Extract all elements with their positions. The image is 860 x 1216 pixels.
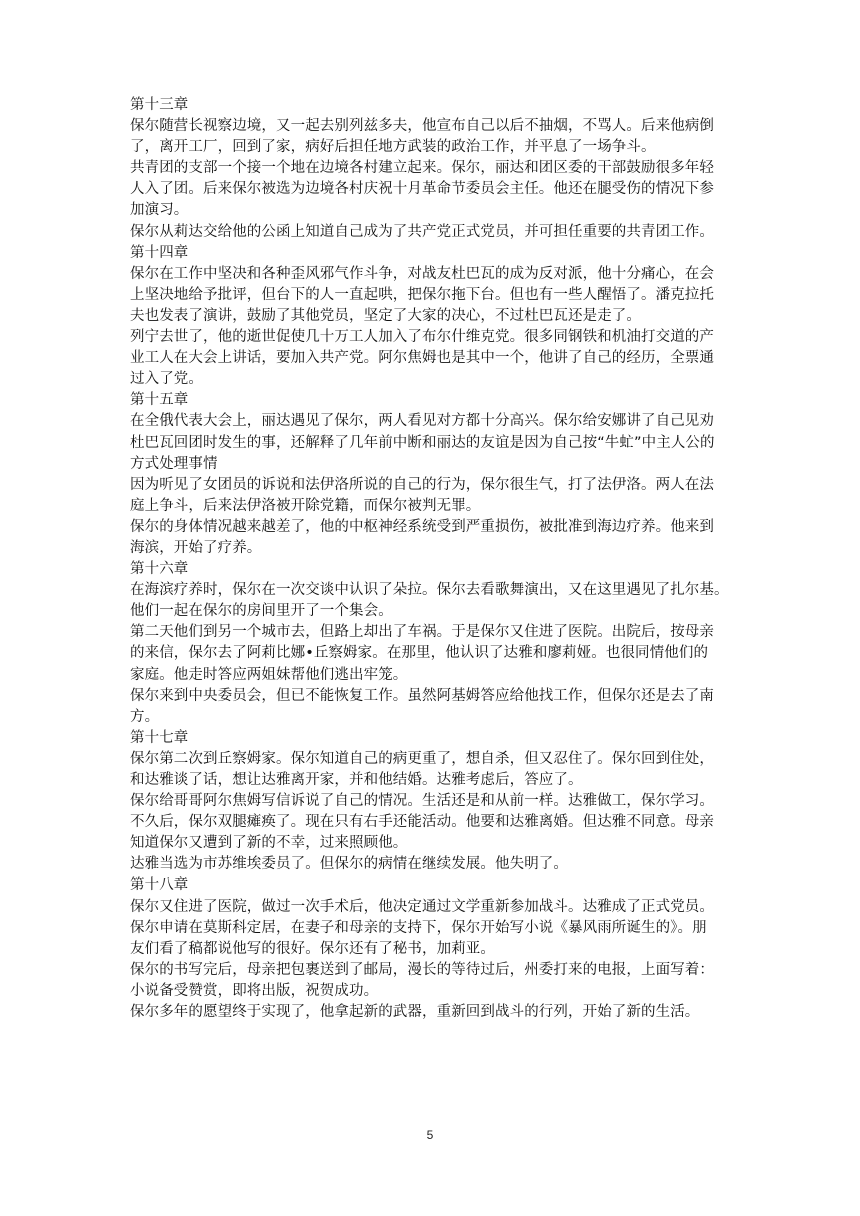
paragraph-line: 友们看了稿都说他写的很好。保尔还有了秘书，加莉亚。 <box>130 940 495 957</box>
paragraph-line: 保尔在工作中坚决和各种歪风邪气作斗争，对战友杜巴瓦的成为反对派，他十分痛心，在会 <box>130 265 714 282</box>
paragraph-line: 方。 <box>130 708 160 725</box>
chapter-heading: 第十四章 <box>130 244 189 261</box>
paragraph-line: 庭上争斗，后来法伊洛被开除党籍，而保尔被判无罪。 <box>130 497 481 514</box>
paragraph-line: 保尔第二次到丘察姆家。保尔知道自己的病更重了，想自杀，但又忍住了。保尔回到住处， <box>130 750 714 767</box>
paragraph-line: 了，离开工厂，回到了家，病好后担任地方武装的政治工作，并平息了一场争斗。 <box>130 139 656 156</box>
page-number: 5 <box>426 1128 434 1142</box>
paragraph-line: 保尔申请在莫斯科定居，在妻子和母亲的支持下，保尔开始写小说《暴风雨所诞生的》。朋 <box>130 919 707 936</box>
paragraph-line: 保尔随营长视察边境，又一起去别列兹多夫，他宣布自己以后不抽烟，不骂人。后来他病倒 <box>130 118 714 135</box>
paragraph-line: 保尔的身体情况越来越差了，他的中枢神经系统受到严重损伤，被批准到海边疗养。他来到 <box>130 518 714 535</box>
paragraph-line: 保尔多年的愿望终于实现了，他拿起新的武器，重新回到战斗的行列，开始了新的生活。 <box>130 1004 700 1021</box>
paragraph-line: 列宁去世了，他的逝世促使几十万工人加入了布尔什维克党。很多同钢铁和机油打交道的产 <box>130 329 714 346</box>
paragraph-line: 和达雅谈了话，想让达雅离开家，并和他结婚。达雅考虑后，答应了。 <box>130 772 583 788</box>
paragraph-line: 方式处理事情 <box>130 455 218 472</box>
paragraph-line: 第二天他们到另一个城市去，但路上却出了车祸。于是保尔又住进了医院。出院后，按母亲 <box>130 624 714 641</box>
paragraph-line: 保尔的书写完后，母亲把包裹送到了邮局，漫长的等待过后，州委打来的电报，上面写着： <box>130 961 714 978</box>
paragraph-line: 保尔又住进了医院，做过一次手术后，他决定通过文学重新参加战斗。达雅成了正式党员。 <box>130 898 714 915</box>
paragraph-line: 在海滨疗养时，保尔在一次交谈中认识了朵拉。保尔去看歌舞演出，又在这里遇见了扎尔基。 <box>130 582 729 599</box>
chapter-heading: 第十五章 <box>130 392 189 409</box>
chapter-heading: 第十三章 <box>130 97 189 113</box>
chapter-heading: 第十七章 <box>130 729 189 746</box>
paragraph-line: 人入了团。后来保尔被选为边境各村庆祝十月革命节委员会主任。他还在腿受伤的情况下参 <box>130 181 714 198</box>
paragraph-line: 业工人在大会上讲话，要加入共产党。阿尔焦姆也是其中一个，他讲了自己的经历，全票通 <box>130 350 714 367</box>
paragraph-line: 夫也发表了演讲，鼓励了其他党员，坚定了大家的决心，不过杜巴瓦还是走了。 <box>130 307 641 324</box>
document-body <box>130 95 730 1023</box>
chapter-heading: 第十八章 <box>130 877 189 894</box>
paragraph-line: 保尔来到中央委员会，但已不能恢复工作。虽然阿基姆答应给他找工作，但保尔还是去了南 <box>130 687 714 704</box>
paragraph-line: 知道保尔又遭到了新的不幸，过来照顾他。 <box>130 835 408 852</box>
paragraph-line: 在全俄代表大会上，丽达遇见了保尔，两人看见对方都十分高兴。保尔给安娜讲了自己见劝 <box>130 413 714 430</box>
paragraph-line: 家庭。他走时答应两姐妹帮他们逃出牢笼。 <box>130 666 408 683</box>
paragraph-line: 因为听见了女团员的诉说和法伊洛所说的自己的行为，保尔很生气，打了法伊洛。两人在法 <box>130 476 714 493</box>
paragraph-line: 加演习。 <box>130 202 189 219</box>
paragraph-line: 的来信，保尔去了阿莉比娜•丘察姆家。在那里，他认识了达雅和廖莉娅。也很同情他们的 <box>130 645 709 662</box>
paragraph-line: 不久后，保尔双腿瘫痪了。现在只有右手还能活动。他要和达雅离婚。但达雅不同意。母亲 <box>130 814 714 831</box>
paragraph-line: 杜巴瓦回团时发生的事，还解释了几年前中断和丽达的友谊是因为自己按“牛虻”中主人公的 <box>130 434 715 451</box>
paragraph-line: 上坚决地给予批评，但台下的人一直起哄，把保尔拖下台。但也有一些人醒悟了。潘克拉托 <box>130 286 714 303</box>
paragraph-line: 保尔从莉达交给他的公函上知道自己成为了共产党正式党员，并可担任重要的共青团工作。 <box>130 223 714 240</box>
paragraph-line: 共青团的支部一个接一个地在边境各村建立起来。保尔，丽达和团区委的干部鼓励很多年轻 <box>130 160 714 177</box>
paragraph-line: 他们一起在保尔的房间里开了一个集会。 <box>130 603 393 620</box>
paragraph-line: 小说备受赞赏，即将出版，祝贺成功。 <box>130 982 379 999</box>
paragraph-line: 过入了党。 <box>130 371 203 388</box>
paragraph-line: 保尔给哥哥阿尔焦姆写信诉说了自己的情况。生活还是和从前一样。达雅做工，保尔学习。 <box>130 793 714 810</box>
paragraph-line: 海滨，开始了疗养。 <box>130 539 262 556</box>
chapter-heading: 第十六章 <box>130 561 189 578</box>
paragraph-line: 达雅当选为市苏维埃委员了。但保尔的病情在继续发展。他失明了。 <box>130 856 568 873</box>
